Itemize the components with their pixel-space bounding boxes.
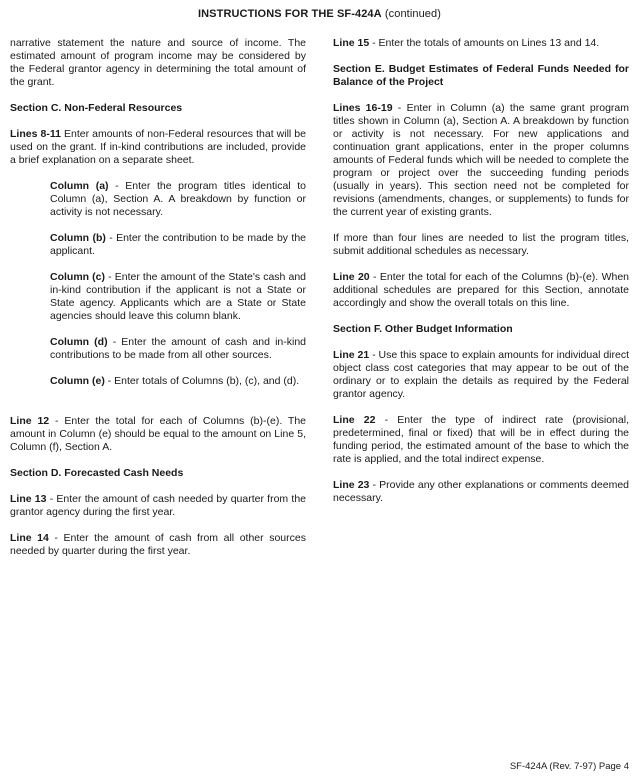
paragraph-lead: Line 12 <box>10 415 50 427</box>
paragraph-line-22: Line 22 - Enter the type of indirect rate (provisional, predetermined, final or fixed) that will be in effect during the funding period, the estimated amount of the base to which the rate is applied, and the total indirect expense. <box>333 414 629 465</box>
paragraph-lines-16-19: Lines 16-19 - Enter in Column (a) the same grant program titles shown in Column (a), Section A. A breakdown by function or activity is not necessary. For new applications and continuation grant applications, enter in the proper columns amounts of Federal funds which will be needed to complete the program or project over the succeeding funding periods (usually in years). This section need not be completed for revisions (amendments, changes, or supplements) to funds for the current year of existing grants. <box>333 102 629 218</box>
paragraph-intro: narrative statement the nature and source of income. The estimated amount of program income may be considered by the Federal grantor agency in determining the total amount of the grant. <box>10 37 306 88</box>
paragraph-lead: Line 20 <box>333 271 370 283</box>
paragraph-lead: Line 15 <box>333 37 370 49</box>
heading-section-f: Section F. Other Budget Information <box>333 323 513 335</box>
heading-section-e: Section E. Budget Estimates of Federal Funds Needed for Balance of the Project <box>333 63 629 88</box>
page-title-suffix: (continued) <box>381 8 441 20</box>
left-column <box>10 37 306 571</box>
paragraph-lead: Column (b) <box>50 232 106 244</box>
paragraph-lead: Line 22 <box>333 414 376 426</box>
paragraph-lead: Column (d) <box>50 336 108 348</box>
paragraph-column-a: Column (a) - Enter the program titles identical to Column (a), Section A. A breakdown by function or activity is not necessary. <box>50 180 306 218</box>
paragraph-lead: Line 23 <box>333 479 370 491</box>
paragraph-line-20: Line 20 - Enter the total for each of the Columns (b)-(e). When additional schedules are prepared for this Section, annotate accordingly and show the overall totals on this line. <box>333 271 629 309</box>
heading-section-d: Section D. Forecasted Cash Needs <box>10 467 184 479</box>
paragraph-line-15: Line 15 - Enter the totals of amounts on Lines 13 and 14. <box>333 37 600 49</box>
heading-section-c: Section C. Non-Federal Resources <box>10 102 183 114</box>
paragraph-lead: Line 14 <box>10 532 49 544</box>
paragraph-column-e: Column (e) - Enter totals of Columns (b), (c), and (d). <box>50 375 300 387</box>
paragraph-lead: Lines 8-11 <box>10 128 61 140</box>
paragraph-lines-8-11: Lines 8-11 Enter amounts of non-Federal resources that will be used on the grant. If in-kind contributions are included, provide a brief explanation on a separate sheet. <box>10 128 306 166</box>
paragraph-line-14: Line 14 - Enter the amount of cash from all other sources needed by quarter during the first year. <box>10 532 306 557</box>
paragraph-lead: Line 21 <box>333 349 370 361</box>
paragraph-line-12: Line 12 - Enter the total for each of Columns (b)-(e). The amount in Column (e) should be equal to the amount on Line 5, Column (f), Section A. <box>10 415 307 453</box>
paragraph-lead: Column (a) <box>50 180 109 192</box>
paragraph-line-21: Line 21 - Use this space to explain amounts for individual direct object class cost categories that may appear to be out of the ordinary or to explain the details as required by the Federal grantor agency. <box>333 349 629 400</box>
paragraph-column-c: Column (c) - Enter the amount of the State's cash and in-kind contribution if the applicant is not a State or State agency. Applicants which are a State or State agencies should leave this column blank. <box>50 271 306 322</box>
two-column-body <box>10 37 629 571</box>
paragraph-lead: Lines 16-19 <box>333 102 393 114</box>
paragraph-lead: Column (e) <box>50 375 105 387</box>
paragraph-column-b: Column (b) - Enter the contribution to be made by the applicant. <box>50 232 306 257</box>
paragraph-column-d: Column (d) - Enter the amount of cash and in-kind contributions to be made from all other sources. <box>50 336 307 361</box>
page-title <box>10 8 629 20</box>
paragraph-lead: Line 13 <box>10 493 47 505</box>
page-title-main: INSTRUCTIONS FOR THE SF-424A <box>197 8 382 20</box>
page-footer: SF-424A (Rev. 7-97) Page 4 <box>509 761 629 772</box>
paragraph-lead: Column (c) <box>50 271 106 283</box>
paragraph-line-13: Line 13 - Enter the amount of cash needed by quarter from the grantor agency during the first year. <box>10 493 306 518</box>
paragraph-line-23: Line 23 - Provide any other explanations or comments deemed necessary. <box>333 479 629 504</box>
right-column <box>333 37 629 571</box>
paragraph-four-lines-note: If more than four lines are needed to list the program titles, submit additional schedules as necessary. <box>333 232 629 257</box>
